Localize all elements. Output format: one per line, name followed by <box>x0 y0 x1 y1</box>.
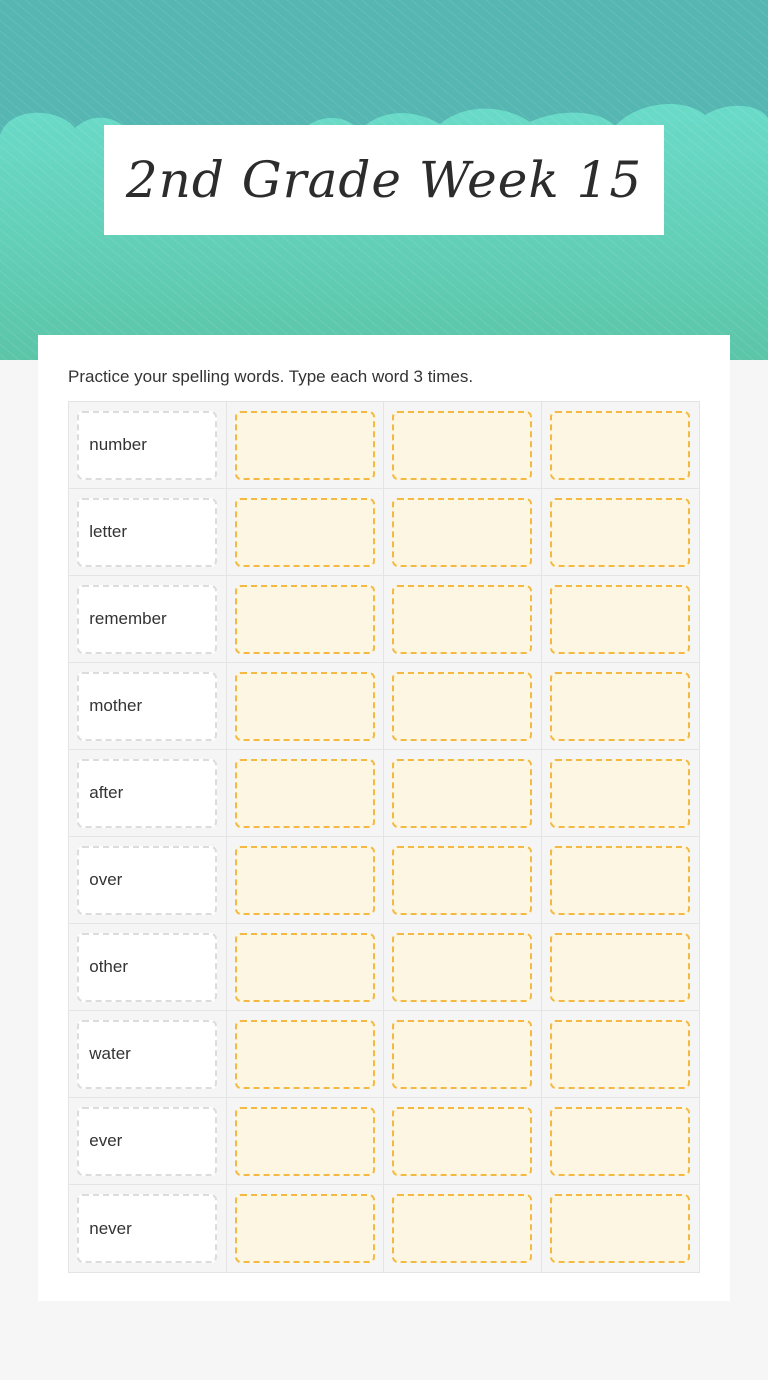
answer-cell <box>227 489 385 575</box>
answer-input-3[interactable] <box>550 672 690 741</box>
answer-input-3[interactable] <box>550 1107 690 1176</box>
word-cell <box>69 1098 227 1184</box>
table-row <box>69 663 699 750</box>
table-row <box>69 924 699 1011</box>
answer-cell <box>542 924 700 1010</box>
answer-cell <box>227 750 385 836</box>
word-cell <box>69 489 227 575</box>
table-row <box>69 489 699 576</box>
answer-cell <box>384 402 542 488</box>
answer-input-1[interactable] <box>235 585 375 654</box>
answer-cell <box>227 402 385 488</box>
spelling-table <box>68 401 700 1273</box>
answer-cell <box>384 1011 542 1097</box>
word-cell <box>69 663 227 749</box>
word-cell <box>69 750 227 836</box>
spelling-word: mother <box>77 672 217 741</box>
answer-input-3[interactable] <box>550 933 690 1002</box>
answer-cell <box>227 924 385 1010</box>
answer-cell <box>384 1185 542 1272</box>
answer-input-2[interactable] <box>392 1020 532 1089</box>
answer-input-1[interactable] <box>235 1020 375 1089</box>
table-row <box>69 750 699 837</box>
answer-cell <box>227 663 385 749</box>
word-cell <box>69 576 227 662</box>
answer-input-2[interactable] <box>392 672 532 741</box>
word-cell <box>69 837 227 923</box>
answer-cell <box>384 1098 542 1184</box>
word-cell <box>69 1185 227 1272</box>
table-row <box>69 1185 699 1272</box>
table-row <box>69 402 699 489</box>
answer-cell <box>542 837 700 923</box>
answer-input-2[interactable] <box>392 846 532 915</box>
answer-input-1[interactable] <box>235 846 375 915</box>
answer-cell <box>542 489 700 575</box>
spelling-word: other <box>77 933 217 1002</box>
answer-input-2[interactable] <box>392 498 532 567</box>
answer-input-1[interactable] <box>235 498 375 567</box>
spelling-word: after <box>77 759 217 828</box>
answer-cell <box>227 1011 385 1097</box>
worksheet-card <box>38 335 730 1301</box>
answer-cell <box>542 402 700 488</box>
answer-cell <box>227 1098 385 1184</box>
table-row <box>69 576 699 663</box>
table-row <box>69 1098 699 1185</box>
answer-input-3[interactable] <box>550 846 690 915</box>
spelling-word: never <box>77 1194 217 1263</box>
answer-cell <box>227 837 385 923</box>
spelling-word: remember <box>77 585 217 654</box>
answer-input-3[interactable] <box>550 759 690 828</box>
title-card <box>104 125 664 235</box>
spelling-word: over <box>77 846 217 915</box>
word-cell <box>69 924 227 1010</box>
answer-input-3[interactable] <box>550 498 690 567</box>
table-row <box>69 1011 699 1098</box>
answer-cell <box>542 1011 700 1097</box>
answer-cell <box>542 750 700 836</box>
word-cell <box>69 402 227 488</box>
answer-input-2[interactable] <box>392 411 532 480</box>
page-title: 2nd Grade Week 15 <box>125 151 643 209</box>
answer-cell <box>227 1185 385 1272</box>
answer-input-2[interactable] <box>392 759 532 828</box>
answer-cell <box>384 576 542 662</box>
answer-cell <box>384 924 542 1010</box>
answer-cell <box>384 750 542 836</box>
answer-input-3[interactable] <box>550 411 690 480</box>
answer-cell <box>542 663 700 749</box>
answer-cell <box>384 663 542 749</box>
answer-input-2[interactable] <box>392 933 532 1002</box>
spelling-word: number <box>77 411 217 480</box>
answer-input-1[interactable] <box>235 1194 375 1263</box>
answer-input-1[interactable] <box>235 411 375 480</box>
spelling-word: ever <box>77 1107 217 1176</box>
answer-input-3[interactable] <box>550 585 690 654</box>
answer-cell <box>542 1098 700 1184</box>
spelling-word: letter <box>77 498 217 567</box>
answer-input-1[interactable] <box>235 933 375 1002</box>
word-cell <box>69 1011 227 1097</box>
answer-input-1[interactable] <box>235 672 375 741</box>
answer-cell <box>542 1185 700 1272</box>
answer-input-1[interactable] <box>235 1107 375 1176</box>
answer-input-3[interactable] <box>550 1020 690 1089</box>
answer-cell <box>542 576 700 662</box>
answer-cell <box>384 837 542 923</box>
answer-input-3[interactable] <box>550 1194 690 1263</box>
answer-input-2[interactable] <box>392 585 532 654</box>
answer-cell <box>227 576 385 662</box>
answer-input-2[interactable] <box>392 1107 532 1176</box>
answer-input-2[interactable] <box>392 1194 532 1263</box>
answer-input-1[interactable] <box>235 759 375 828</box>
table-row <box>69 837 699 924</box>
answer-cell <box>384 489 542 575</box>
spelling-word: water <box>77 1020 217 1089</box>
instructions-text: Practice your spelling words. Type each word 3 times. <box>68 367 474 386</box>
